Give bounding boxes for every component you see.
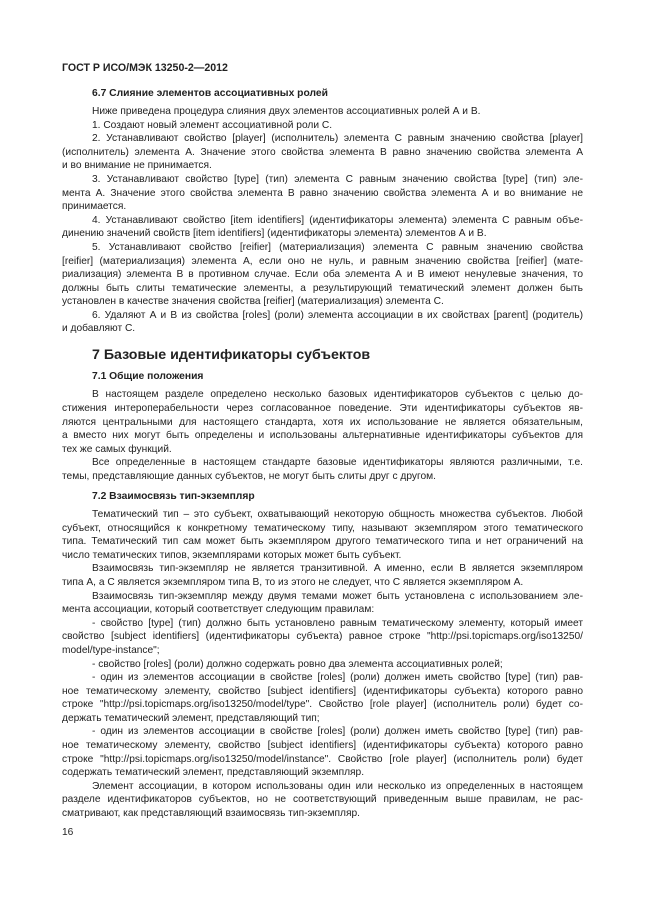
paragraph-line: В настоящем разделе определено несколько базовых идентификаторов субъектов с целью до- [92,389,583,401]
paragraph-line: (исполнитель) элемента А. Значение этого свойства элемента В равно значению свойства элемента А [62,146,583,158]
paragraph-line: свойство [subject identifiers] (идентификаторы субъекта) равное строке "http://psi.topicmaps.org/iso13250/ [62,631,583,643]
paragraph-line: установлен в качестве значения свойства [reifier] (материализация) элемента С. [62,296,444,308]
paragraph [62,658,583,672]
paragraph-line: разделе идентификаторов субъектов, но не соответствующий приведенным выше правилам, не рас- [62,794,583,806]
paragraph-line: стижения интероперабельности через согласованное поведение. Эти идентификаторы субъектов яв- [62,403,583,415]
paragraph-line: содержать тематический элемент, представляющий экземпляр. [62,767,365,779]
paragraph-line: - свойство [type] (тип) должно быть установлено равным тематическому элементу, который имеет [92,617,583,629]
paragraph-line: строке "http://psi.topicmaps.org/iso13250/model/type". Свойство [role player] (исполнитель роли) будет со- [62,699,583,711]
paragraph-line: Взаимосвязь тип-экземпляр не является транзитивной. А именно, если В является экземпляром [92,563,583,575]
paragraph-line: динению значений свойств [item identifiers] (идентификаторы элемента) элементов А и В. [62,228,487,240]
paragraph-line: - свойство [roles] (роли) должно содержать ровно два элемента ассоциативных ролей; [92,658,503,670]
paragraph-line: типа А, а С является экземпляром типа В, то из этого не следует, что С является экземпляром А. [62,576,524,588]
paragraph [62,173,583,214]
paragraph-line: Тематический тип – это субъект, охватывающий некоторую общность множества субъектов. Любой [92,508,583,520]
paragraph-line: тех же самых функций. [62,443,172,455]
paragraph-line: 5. Устанавливают свойство [reifier] (материализация) элемента С равным значению свойства [92,241,583,253]
paragraph-line: должны быть слиты тематические элементы, а результирующий тематический элемент должен быть [62,282,583,294]
paragraph-line: 3. Устанавливают свойство [type] (тип) элемента С равным значению свойства [type] (тип) эле- [92,173,583,185]
document-header: ГОСТ Р ИСО/МЭК 13250-2—2012 [62,62,228,74]
paragraph-line: риализация) элемента В в противном случае. Если оба элемента А и В имеют ненулевые значения, то [62,269,583,281]
paragraph [62,214,583,241]
paragraph-line: ное тематическому элементу, свойство [subject identifiers] (идентификаторы субъекта) которого равно [62,740,583,752]
paragraph-line: темы, представляющие данных субъектов, не могут быть слиты друг с другом. [62,471,436,483]
paragraph-line: - один из элементов ассоциации в свойстве [roles] (роли) должен иметь свойство [type] (тип) рав- [92,726,583,738]
paragraph-line: 1. Создают новый элемент ассоциативной роли С. [92,119,333,131]
paragraph [62,456,583,483]
paragraph [62,508,583,562]
subsection-heading: 6.7 Слияние элементов ассоциативных ролей [92,88,328,99]
paragraph-line: сматривают, как представляющий взаимосвязь тип-экземпляр. [62,808,360,820]
paragraph [62,590,583,617]
paragraph-line: ляются центральными для настоящего стандарта, хотя их использование не является обязательным, [62,416,583,428]
paragraph [62,780,583,821]
paragraph-line: строке "http://psi.topicmaps.org/iso13250/model/instance". Свойство [role player] (исполнитель роли) будет [62,753,583,765]
paragraph-line: 6. Удаляют А и В из свойства [roles] (роли) элемента ассоциации в их свойствах [parent] (родитель) [92,309,583,321]
paragraph-line: Ниже приведена процедура слияния двух элементов ассоциативных ролей А и В. [92,105,481,117]
paragraph [62,671,583,725]
paragraph-line: [reifier] (материализация) элемента А, если оно не нуль, и равным значению свойства [reifier] (мате- [62,255,583,267]
paragraph-line: ное тематическому элементу, свойство [subject identifiers] (идентификаторы субъекта) которого равно [62,685,583,697]
page-number: 16 [62,826,74,838]
paragraph [62,132,583,173]
paragraph-line: Элемент ассоциации, в котором использованы один или несколько из определенных в настоящем [92,780,583,792]
paragraph-line: 4. Устанавливают свойство [item identifiers] (идентификаторы элемента) элемента С равным объе- [92,214,583,226]
paragraph [62,309,583,336]
paragraph-line: 2. Устанавливают свойство [player] (исполнитель) элемента С равным значению свойства [player] [92,133,583,145]
document-page [62,61,583,839]
paragraph-line: model/type-instance"; [62,644,160,656]
paragraph-line: а вместо них могут быть определены и использованы альтернативные идентификаторы субъектов для [62,430,583,442]
paragraph-line: типа. Тематический тип сам может быть экземпляром другого тематического типа и нет ограничений на [62,536,583,548]
paragraph-line: субъект, относящийся к конкретному тематическому типу, называют экземпляром этого тематического [62,522,583,534]
paragraph [62,388,583,456]
paragraph [62,725,583,779]
paragraph [62,105,583,119]
section-heading: 7 Базовые идентификаторы субъектов [92,347,371,364]
paragraph-line: принимается. [62,201,127,213]
paragraph-line: и добавляют С. [62,323,136,335]
document-body [62,87,583,821]
paragraph-line: число тематических типов, экземплярами которых может быть субъект. [62,549,402,561]
paragraph-line: Взаимосвязь тип-экземпляр между двумя темами может быть установлена с использованием эле- [92,590,583,602]
paragraph [62,617,583,658]
paragraph-line: мента А. Значение этого свойства элемента В равно значению свойства элемента А и во внимание не [62,187,583,199]
paragraph [62,562,583,589]
paragraph-line: - один из элементов ассоциации в свойстве [roles] (роли) должен иметь свойство [type] (тип) рав- [92,672,583,684]
subsection-heading: 7.1 Общие положения [92,371,204,383]
paragraph-line: держать тематический элемент, представляющий тип; [62,712,320,724]
subsection-heading: 7.2 Взаимосвязь тип-экземпляр [92,491,255,502]
paragraph [62,119,583,133]
paragraph-line: Все определенные в настоящем стандарте базовые идентификаторы являются различными, т.е. [92,457,583,469]
paragraph-line: мента ассоциации, который соответствует следующим правилам: [62,604,375,616]
paragraph-line: и во внимание не принимается. [62,160,212,172]
paragraph [62,241,583,309]
